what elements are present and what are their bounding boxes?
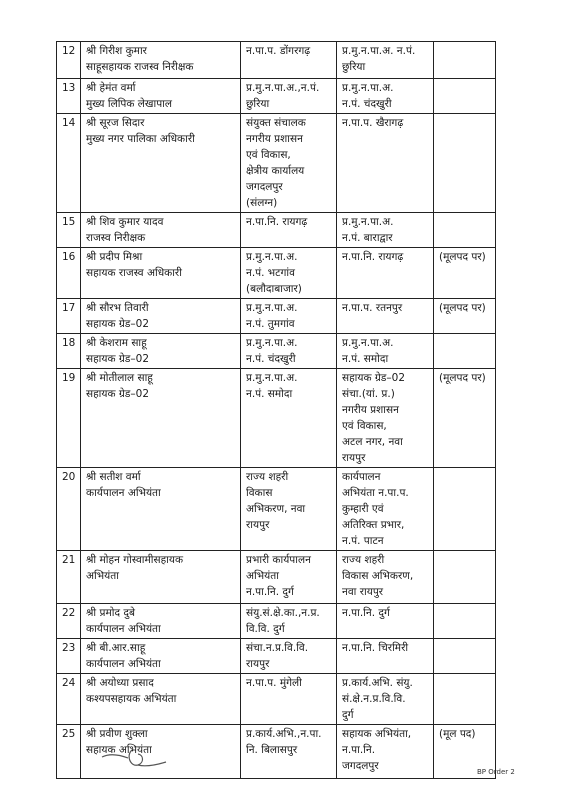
- remark-cell: [434, 468, 496, 551]
- table-row: [57, 334, 496, 369]
- employee-name-cell: श्री सौरभ तिवारी सहायक ग्रेड–02: [81, 299, 241, 334]
- from-posting-cell: प्रभारी कार्यपालन अभियंता न.पा.नि. दुर्ग: [241, 551, 337, 604]
- serial-number-cell: 16: [57, 248, 81, 299]
- serial-number-cell: 21: [57, 551, 81, 604]
- from-posting-cell: संयुक्त संचालक नगरीय प्रशासन एवं विकास, क्षेत्रीय कार्यालय जगदलपुर (संलग्न): [241, 114, 337, 213]
- serial-number-cell: 14: [57, 114, 81, 213]
- employee-name-cell: श्री मोतीलाल साहू सहायक ग्रेड–02: [81, 369, 241, 468]
- from-posting-cell: संयु.सं.क्षे.का.,न.प्र. वि.वि. दुर्ग: [241, 604, 337, 639]
- from-posting-cell: न.पा.प. मुंगेली: [241, 674, 337, 725]
- transfer-order-table: [56, 41, 496, 779]
- remark-cell: [434, 114, 496, 213]
- to-posting-cell: राज्य शहरी विकास अभिकरण, नवा रायपुर: [337, 551, 434, 604]
- employee-name-cell: श्री बी.आर.साहू कार्यपालन अभियंता: [81, 639, 241, 674]
- remark-cell: [434, 674, 496, 725]
- to-posting-cell: न.पा.प. रतनपुर: [337, 299, 434, 334]
- signature-mark: [100, 745, 170, 773]
- serial-number-cell: 20: [57, 468, 81, 551]
- remark-cell: [434, 604, 496, 639]
- serial-number-cell: 13: [57, 79, 81, 114]
- employee-name-cell: श्री गिरीश कुमार साहूसहायक राजस्व निरीक्षक: [81, 42, 241, 79]
- page-label: BP Order 2: [477, 768, 515, 776]
- employee-name-cell: श्री हेमंत वर्मा मुख्य लिपिक लेखापाल: [81, 79, 241, 114]
- table-row: [57, 468, 496, 551]
- to-posting-cell: प्र.मु.न.पा.अ. न.पं. समोदा: [337, 334, 434, 369]
- table-row: [57, 299, 496, 334]
- serial-number-cell: 17: [57, 299, 81, 334]
- table-row: [57, 114, 496, 213]
- from-posting-cell: न.पा.प. डोंगरगढ़: [241, 42, 337, 79]
- employee-name-cell: श्री मोहन गोस्वामीसहायक अभियंता: [81, 551, 241, 604]
- to-posting-cell: सहायक ग्रेड–02 संचा.(यां. प्र.) नगरीय प्रशासन एवं विकास, अटल नगर, नवा रायपुर: [337, 369, 434, 468]
- employee-name-cell: श्री प्रमोद दुबे कार्यपालन अभियंता: [81, 604, 241, 639]
- remark-cell: (मूलपद पर): [434, 299, 496, 334]
- employee-name-cell: श्री प्रवीण शुक्ला सहायक अभियंता: [81, 725, 241, 779]
- remark-cell: [434, 213, 496, 248]
- from-posting-cell: प्र.कार्य.अभि.,न.पा. नि. बिलासपुर: [241, 725, 337, 779]
- to-posting-cell: न.पा.प. खैरागढ़: [337, 114, 434, 213]
- to-posting-cell: प्र.मु.न.पा.अ. न.पं. बाराद्वार: [337, 213, 434, 248]
- table-row: [57, 248, 496, 299]
- serial-number-cell: 19: [57, 369, 81, 468]
- from-posting-cell: राज्य शहरी विकास अभिकरण, नवा रायपुर: [241, 468, 337, 551]
- to-posting-cell: प्र.मु.न.पा.अ. न.पं. चंदखुरी: [337, 79, 434, 114]
- table-row: [57, 42, 496, 79]
- table-row: [57, 604, 496, 639]
- from-posting-cell: प्र.मु.न.पा.अ. न.पं. तुमगांव: [241, 299, 337, 334]
- employee-name-cell: श्री सतीश वर्मा कार्यपालन अभियंता: [81, 468, 241, 551]
- serial-number-cell: 12: [57, 42, 81, 79]
- table-row: [57, 639, 496, 674]
- from-posting-cell: प्र.मु.न.पा.अ. न.पं. चंदखुरी: [241, 334, 337, 369]
- from-posting-cell: न.पा.नि. रायगढ़: [241, 213, 337, 248]
- remark-cell: (मूल पद): [434, 725, 496, 779]
- to-posting-cell: कार्यपालन अभियंता न.पा.प. कुम्हारी एवं अतिरिक्त प्रभार, न.पं. पाटन: [337, 468, 434, 551]
- remark-cell: [434, 79, 496, 114]
- from-posting-cell: प्र.मु.न.पा.अ. न.पं. समोदा: [241, 369, 337, 468]
- serial-number-cell: 23: [57, 639, 81, 674]
- remark-cell: [434, 551, 496, 604]
- remark-cell: [434, 334, 496, 369]
- to-posting-cell: प्र.मु.न.पा.अ. न.पं. छुरिया: [337, 42, 434, 79]
- employee-name-cell: श्री शिव कुमार यादव राजस्व निरीक्षक: [81, 213, 241, 248]
- serial-number-cell: 15: [57, 213, 81, 248]
- employee-name-cell: श्री केशराम साहू सहायक ग्रेड–02: [81, 334, 241, 369]
- serial-number-cell: 24: [57, 674, 81, 725]
- table-row: [57, 551, 496, 604]
- remark-cell: (मूलपद पर): [434, 248, 496, 299]
- table-row: [57, 674, 496, 725]
- from-posting-cell: प्र.मु.न.पा.अ.,न.पं. छुरिया: [241, 79, 337, 114]
- table-row: [57, 213, 496, 248]
- employee-name-cell: श्री प्रदीप मिश्रा सहायक राजस्व अधिकारी: [81, 248, 241, 299]
- remark-cell: [434, 42, 496, 79]
- serial-number-cell: 22: [57, 604, 81, 639]
- to-posting-cell: न.पा.नि. रायगढ़: [337, 248, 434, 299]
- from-posting-cell: संचा.न.प्र.वि.वि. रायपुर: [241, 639, 337, 674]
- employee-name-cell: श्री सूरज सिदार मुख्य नगर पालिका अधिकारी: [81, 114, 241, 213]
- to-posting-cell: प्र.कार्य.अभि. संयु. सं.क्षे.न.प्र.वि.वि. दुर्ग: [337, 674, 434, 725]
- to-posting-cell: सहायक अभियंता, न.पा.नि. जगदलपुर: [337, 725, 434, 779]
- table-row: [57, 369, 496, 468]
- employee-name-cell: श्री अयोध्या प्रसाद कश्यपसहायक अभियंता: [81, 674, 241, 725]
- serial-number-cell: 25: [57, 725, 81, 779]
- remark-cell: [434, 639, 496, 674]
- table-row: [57, 79, 496, 114]
- from-posting-cell: प्र.मु.न.पा.अ. न.पं. भटगांव (बलौदाबाजार): [241, 248, 337, 299]
- serial-number-cell: 18: [57, 334, 81, 369]
- to-posting-cell: न.पा.नि. दुर्ग: [337, 604, 434, 639]
- to-posting-cell: न.पा.नि. चिरमिरी: [337, 639, 434, 674]
- table-body: [57, 42, 496, 779]
- remark-cell: (मूलपद पर): [434, 369, 496, 468]
